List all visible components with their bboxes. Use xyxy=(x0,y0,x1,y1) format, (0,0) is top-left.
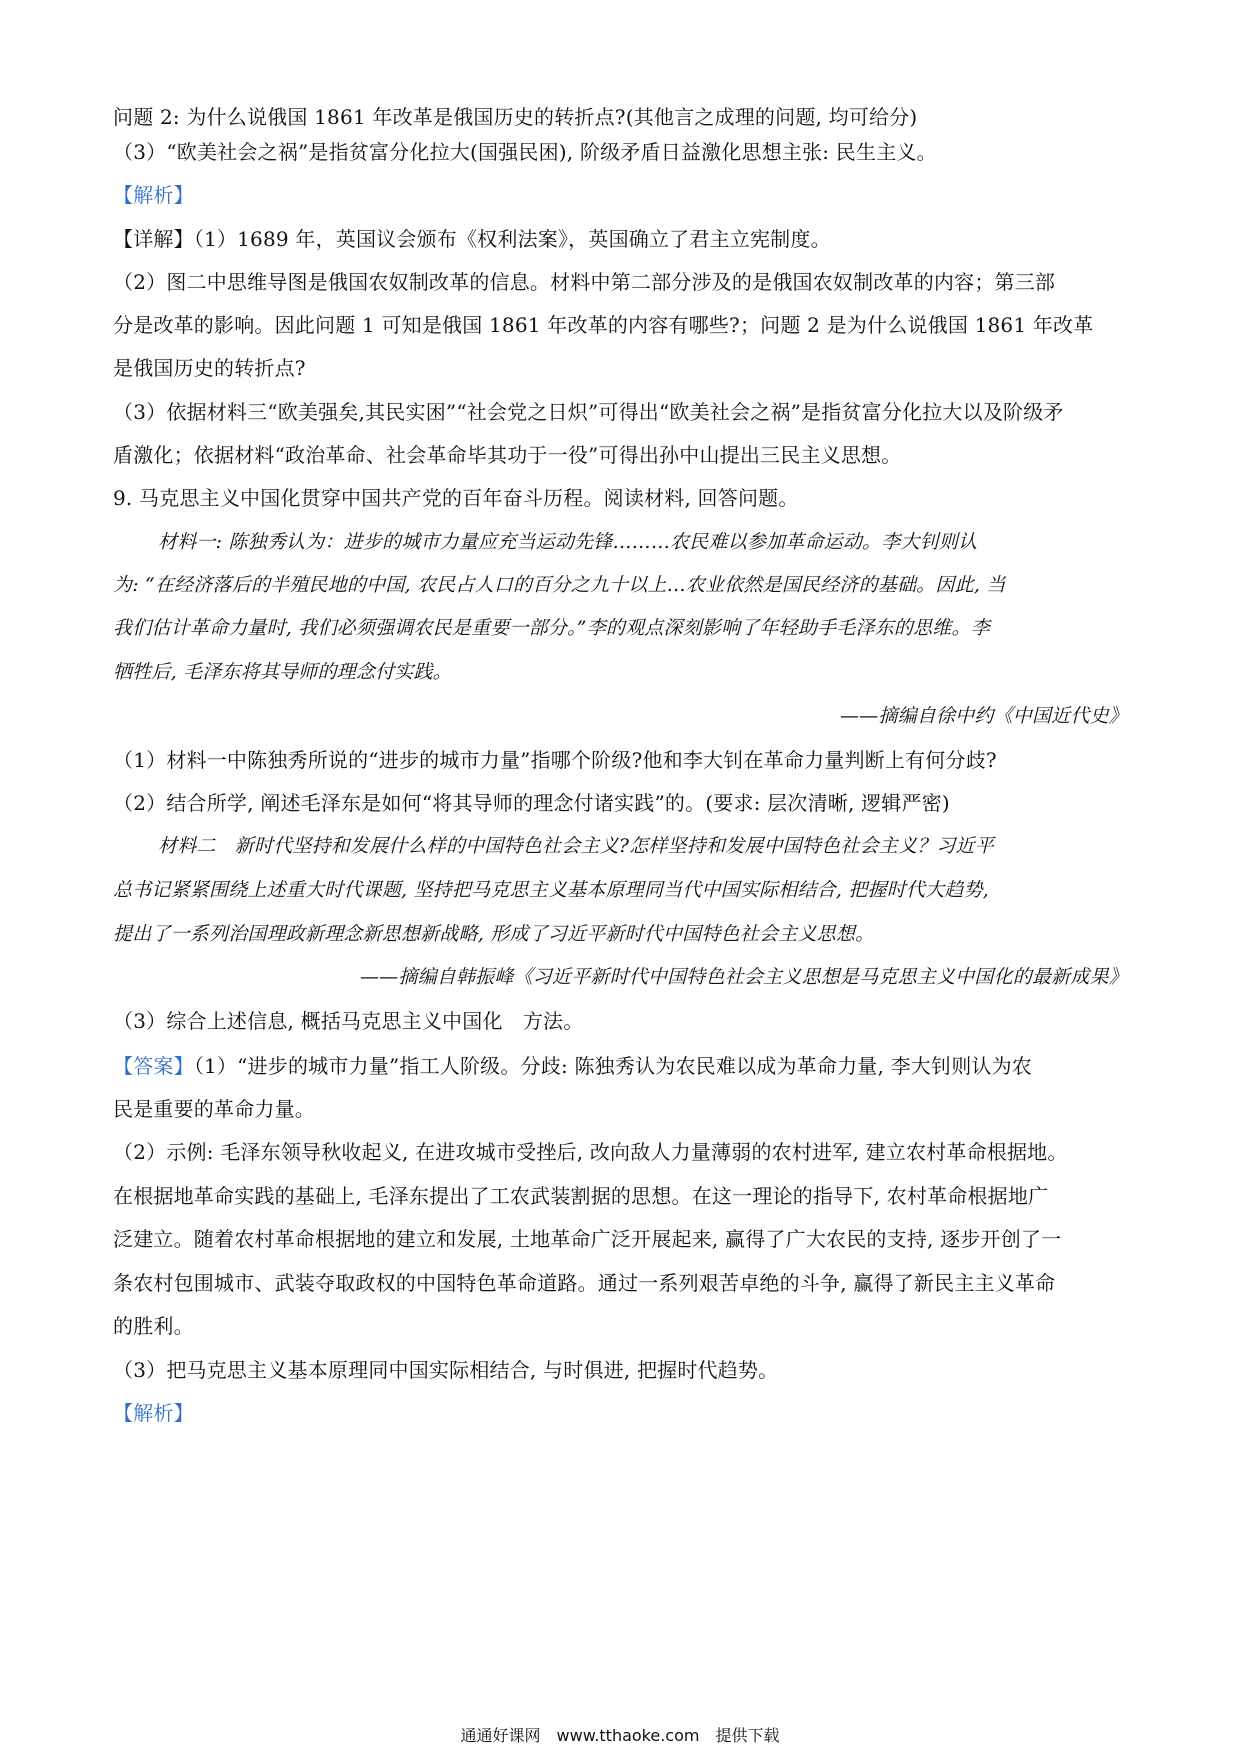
detail-2-line-c: 是俄国历史的转折点? xyxy=(113,356,306,380)
sub-question-1: （1）材料一中陈独秀所说的“进步的城市力量”指哪个阶级?他和李大钊在革命力量判断上有何分歧? xyxy=(113,748,997,772)
analysis-tag-2: 【解析】 xyxy=(113,1401,194,1425)
detail-2-line-b: 分是改革的影响。因此问题 1 可知是俄国 1861 年改革的内容有哪些?；问题 2 是为什么说俄国 1861 年改革 xyxy=(113,313,1094,337)
detail-2-line-a: （2）图二中思维导图是俄国农奴制改革的信息。材料中第二部分涉及的是俄国农奴制改革的内容；第三部 xyxy=(113,270,1056,294)
detail-3-line-b: 盾激化；依据材料“政治革命、社会革命毕其功于一役”可得出孙中山提出三民主义思想。 xyxy=(113,443,902,467)
material-1-line-b: 为: “在经济落后的半殖民地的中国, 农民占人口的百分之九十以上…农业依然是国民经济的基础。因此, 当 xyxy=(113,574,1006,596)
material-1-line-c: 我们估计革命力量时, 我们必须强调农民是重要一部分。”李的观点深刻影响了年轻助手毛泽东的思维。李 xyxy=(113,617,990,639)
answer-2-line-b: 在根据地革命实践的基础上, 毛泽东提出了工农武装割据的思想。在这一理论的指导下, 农村革命根据地广 xyxy=(113,1184,1049,1208)
material-1-line-a: 材料一: 陈独秀认为：进步的城市力量应充当运动先锋………农民难以参加革命运动。李大钊则认 xyxy=(158,531,978,553)
question-9-stem: 9. 马克思主义中国化贯穿中国共产党的百年奋斗历程。阅读材料, 回答问题。 xyxy=(113,486,799,510)
footer-watermark: 通通好课网 www.tthaoke.com 提供下载 xyxy=(460,1726,780,1745)
answer-1-line-b: 民是重要的革命力量。 xyxy=(113,1097,315,1121)
sub-question-2: （2）结合所学, 阐述毛泽东是如何“将其导师的理念付诸实践”的。(要求: 层次清晰, 逻辑严密) xyxy=(113,791,950,815)
material-2-source: ——摘编自韩振峰《习近平新时代中国特色社会主义思想是马克思主义中国化的最新成果》 xyxy=(359,966,1128,988)
detail-3-line-a: （3）依据材料三“欧美强矣,其民实困”“社会党之日炽”可得出“欧美社会之祸”是指贫富分化拉大以及阶级矛 xyxy=(113,400,1064,424)
answer-3-final: （3）把马克思主义基本原理同中国实际相结合, 与时俱进, 把握时代趋势。 xyxy=(113,1358,779,1382)
answer-tag: 【答案】 xyxy=(113,1054,194,1078)
answer-2-line-d: 条农村包围城市、武装夺取政权的中国特色革命道路。通过一系列艰苦卓绝的斗争, 赢得了新民主主义革命 xyxy=(113,1271,1056,1295)
answer-1-text: （1）“进步的城市力量”指工人阶级。分歧: 陈独秀认为农民难以成为革命力量, 李大钊则认为农 xyxy=(193,1054,1032,1078)
material-2-line-b: 总书记紧紧围绕上述重大时代课题, 坚持把马克思主义基本原理同当代中国实际相结合, 把握时代大趋势, xyxy=(113,879,990,901)
material-1-line-d: 牺牲后, 毛泽东将其导师的理念付实践。 xyxy=(113,661,452,683)
analysis-tag: 【解析】 xyxy=(113,183,194,207)
material-1-source: ——摘编自徐中约《中国近代史》 xyxy=(839,705,1128,727)
sub-question-3: （3）综合上述信息, 概括马克思主义中国化 方法。 xyxy=(113,1009,584,1033)
material-2-line-a: 材料二 新时代坚持和发展什么样的中国特色社会主义?怎样坚持和发展中国特色社会主义？习近平 xyxy=(158,835,994,857)
answer-2-line-c: 泛建立。随着农村革命根据地的建立和发展, 土地革命广泛开展起来, 赢得了广大农民的支持, 逐步开创了一 xyxy=(113,1227,1062,1251)
answer-2-line-a: （2）示例: 毛泽东领导秋收起义, 在进攻城市受挫后, 改向敌人力量薄弱的农村进军, 建立农村革命根据地。 xyxy=(113,1140,1068,1164)
answer-1-line-a xyxy=(113,1052,1032,1080)
answer-2-line-e: 的胜利。 xyxy=(113,1314,194,1338)
question-2-line: 问题 2: 为什么说俄国 1861 年改革是俄国历史的转折点?(其他言之成理的问题, 均可给分) xyxy=(113,105,918,129)
detail-1-line: 【详解】（1）1689 年，英国议会颁布《权利法案》，英国确立了君主立宪制度。 xyxy=(113,227,831,251)
answer-3-line: （3）“欧美社会之祸”是指贫富分化拉大(国强民困), 阶级矛盾日益激化思想主张: 民生主义。 xyxy=(113,140,937,164)
material-2-line-c: 提出了一系列治国理政新理念新思想新战略, 形成了习近平新时代中国特色社会主义思想。 xyxy=(113,923,875,945)
